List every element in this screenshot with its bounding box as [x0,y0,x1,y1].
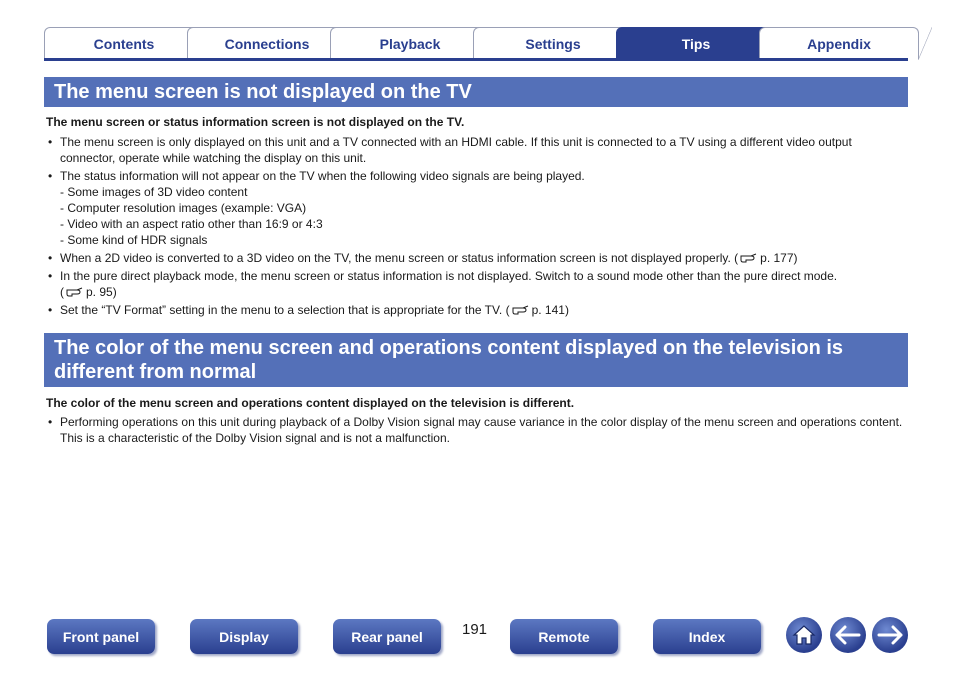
index-button[interactable]: Index [653,619,761,654]
page-number: 191 [462,621,488,638]
tab-connections[interactable]: Connections [187,27,347,59]
tab-settings[interactable]: Settings [473,27,633,59]
list-item: • The status information will not appear on the TV when the following video signals are being played. - Some images of 3D video content - Computer resolution images (example: VGA) - Video with an aspect ratio other than 16:9 or 4:3 - Some kind of HDR signals [46,168,906,248]
arrow-left-icon [835,625,861,645]
remote-button[interactable]: Remote [510,619,618,654]
sub-item: - Some images of 3D video content [60,185,248,199]
list-item: • In the pure direct playback mode, the menu screen or status information is not displayed. Switch to a sound mode other than the pure direct mode. ( p. 95) [46,268,906,300]
rear-panel-button[interactable]: Rear panel [333,619,441,654]
home-button[interactable] [786,617,822,653]
tab-tips[interactable]: Tips [616,27,776,59]
tab-appendix[interactable]: Appendix [759,27,919,59]
reference-hand-icon [740,252,758,263]
top-tab-bar [44,27,908,61]
page-reference-link[interactable]: ( p. 177) [734,251,798,265]
section2-list [46,414,906,448]
tab-playback[interactable]: Playback [330,27,490,59]
list-item: • When a 2D video is converted to a 3D video on the TV, the menu screen or status information screen is not displayed properly. ( p. 177) [46,250,906,266]
section-title-menu-not-displayed: The menu screen is not displayed on the TV [44,77,908,107]
list-item: • The menu screen is only displayed on this unit and a TV connected with an HDMI cable. If this unit is connected to a TV using a different video output connector, operate while watching the display on this unit. [46,134,906,166]
page-reference-link[interactable]: ( p. 141) [505,303,569,317]
page-reference-link[interactable]: ( p. 95) [60,285,117,299]
reference-hand-icon [512,304,530,315]
sub-item: - Video with an aspect ratio other than 16:9 or 4:3 [60,217,323,231]
reference-hand-icon [66,286,84,297]
home-icon [792,624,816,646]
tab-bar-underline [44,58,908,61]
sub-item: - Some kind of HDR signals [60,233,208,247]
list-item: • Set the “TV Format” setting in the menu to a selection that is appropriate for the TV. ( p. 141) [46,302,906,318]
previous-page-button[interactable] [830,617,866,653]
section2-lead: The color of the menu screen and operations content displayed on the television is different. [46,396,575,410]
display-button[interactable]: Display [190,619,298,654]
sub-item: - Computer resolution images (example: VGA) [60,201,307,215]
section-title-color-different: The color of the menu screen and operations content displayed on the television is different from normal [44,333,908,387]
front-panel-button[interactable]: Front panel [47,619,155,654]
section1-list [46,134,906,320]
arrow-right-icon [877,625,903,645]
next-page-button[interactable] [872,617,908,653]
tab-contents[interactable]: Contents [44,27,204,59]
list-item: • Performing operations on this unit during playback of a Dolby Vision signal may cause variance in the color display of the menu screen and operations content. This is a characteristic of the Dolby Vision signal and is not a malfunction. [46,414,906,446]
section1-lead: The menu screen or status information screen is not displayed on the TV. [46,115,465,129]
